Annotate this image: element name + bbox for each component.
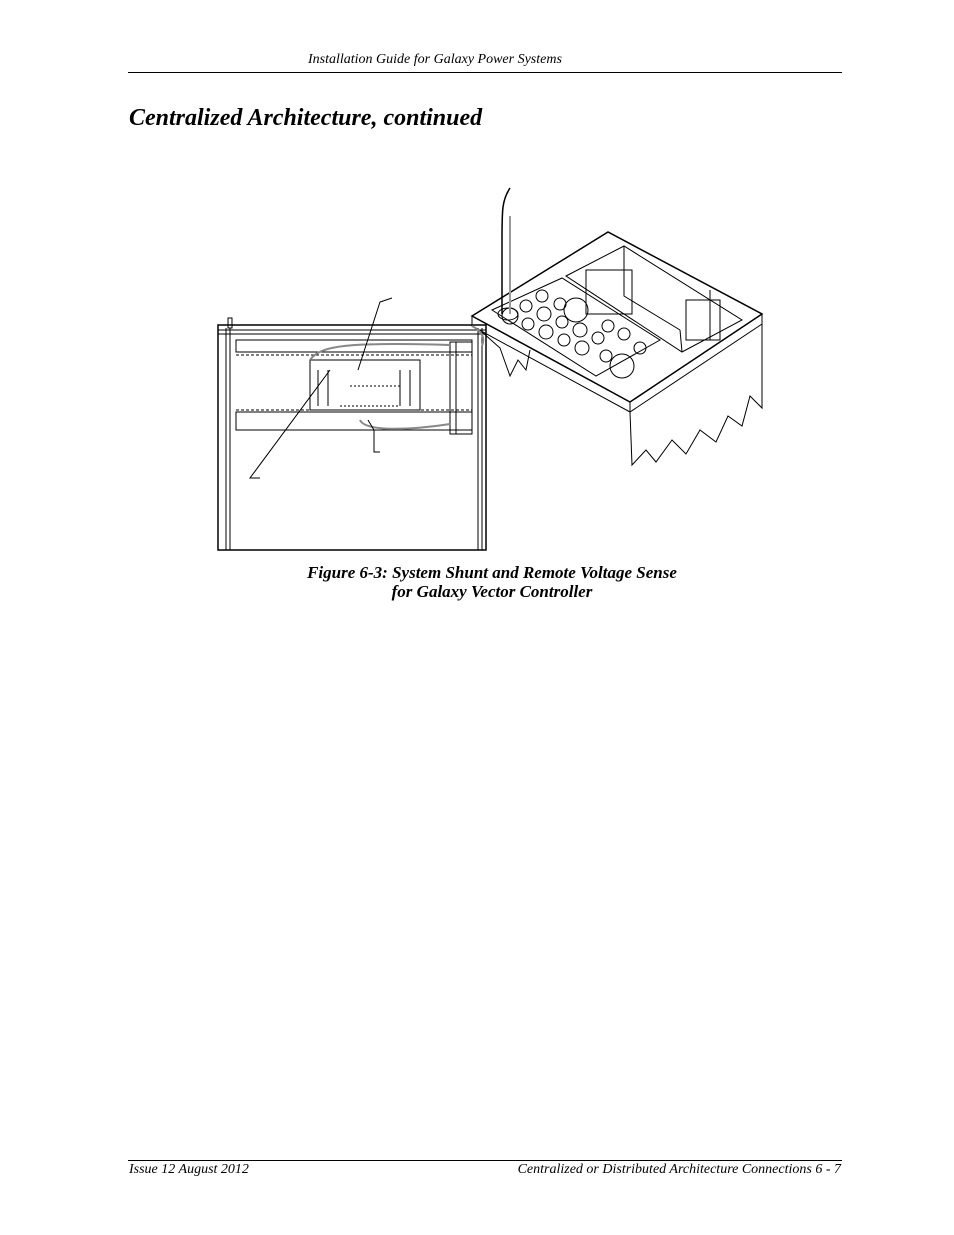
vertical-bus-column (450, 342, 472, 434)
footer-chapter-page: Centralized or Distributed Architecture Connections 6 - 7 (517, 1162, 841, 1177)
footer-issue: Issue 12 August 2012 (129, 1162, 249, 1177)
figure-caption-line1: Figure 6-3: System Shunt and Remote Voltage Sense (307, 563, 677, 582)
figure-caption (210, 563, 774, 601)
busbar-lower (236, 410, 472, 430)
footer-rule (128, 1160, 842, 1161)
controller-shelf (310, 360, 420, 410)
section-title: Centralized Architecture, continued (129, 105, 483, 131)
header-rule (128, 72, 842, 73)
running-header: Installation Guide for Galaxy Power Systems (308, 52, 562, 67)
cabinet-frame (218, 318, 486, 550)
figure-system-shunt-drawing (210, 180, 780, 560)
figure-caption-line2: for Galaxy Vector Controller (391, 582, 593, 601)
cabinet-top-isometric (472, 232, 762, 465)
busbar-upper (236, 340, 472, 355)
